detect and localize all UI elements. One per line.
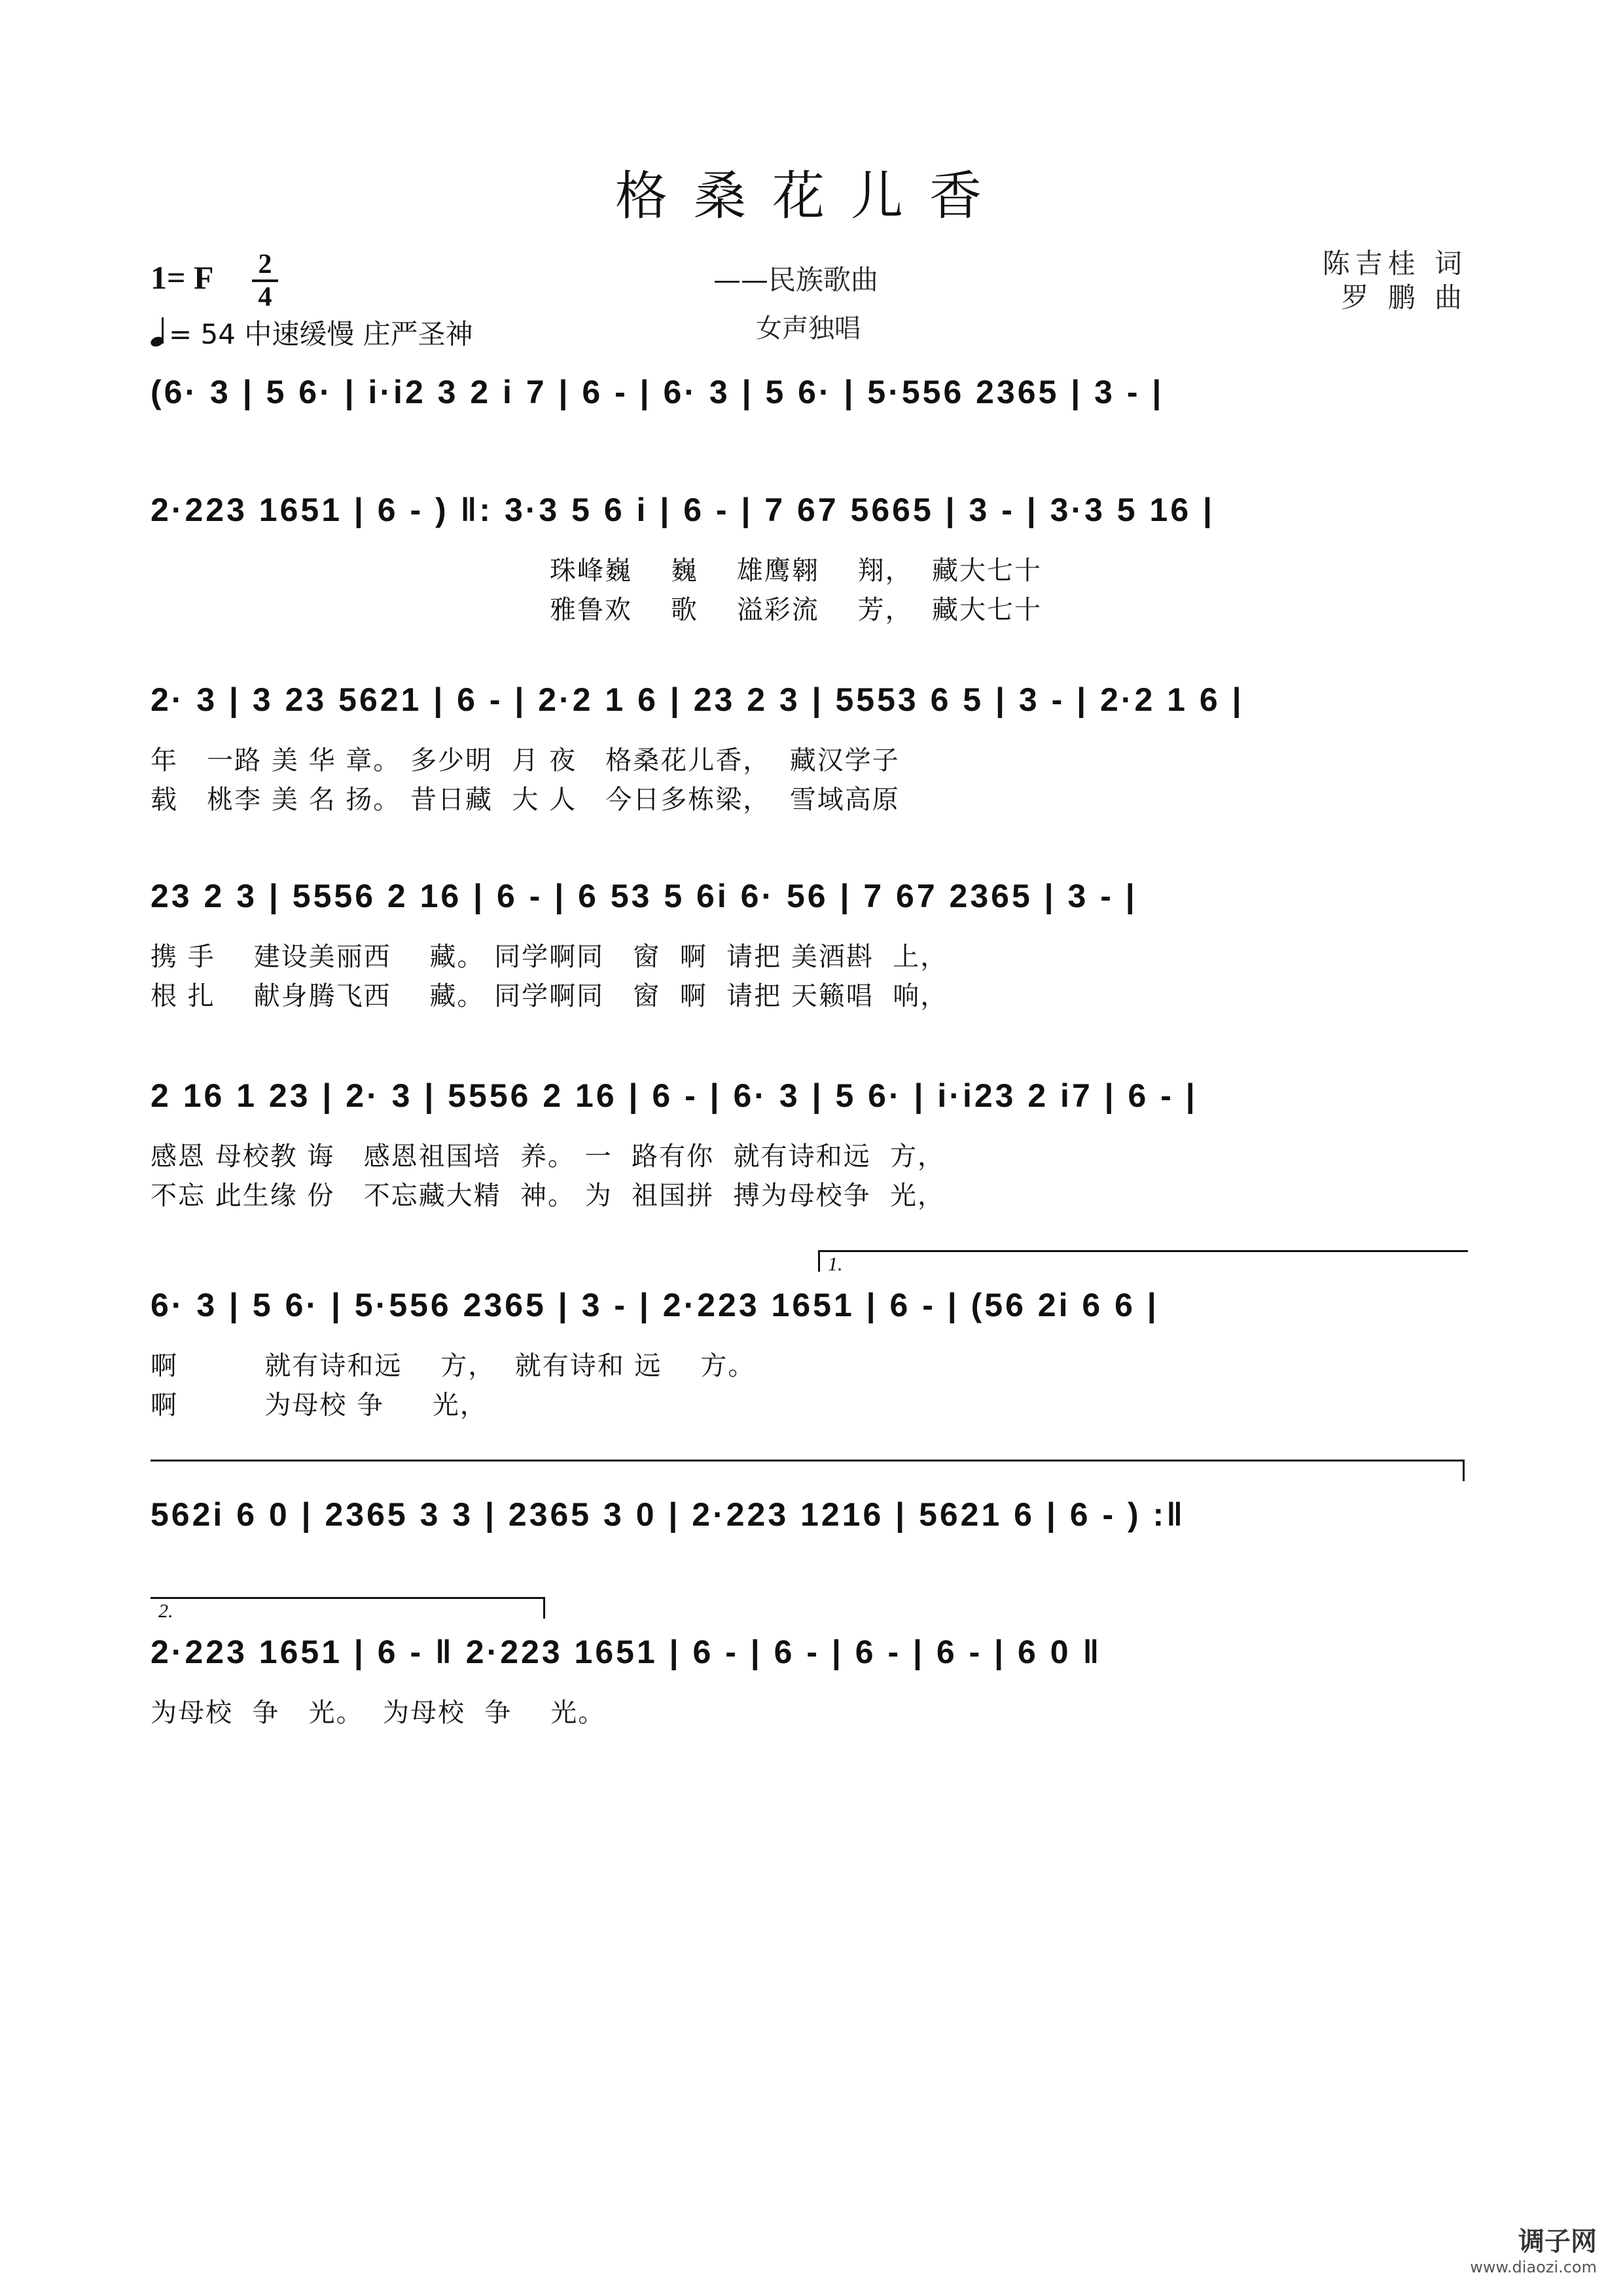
watermark-url: www.diaozi.com [1470,2258,1597,2276]
song-title: 格桑花儿香 [615,166,1008,226]
notation-line: 2· 3 | 3 23 5621 | 6 - | 2·2 1 6 | 23 2 3 | 5553 6 5 | 3 - | 2·2 1 6 | [151,681,1244,718]
notation-line: 23 2 3 | 5556 2 16 | 6 - | 6 53 5 6i 6· 56 | 7 67 2365 | 3 - | [151,878,1137,914]
lyricist-credit: 陈吉桂 词 [1322,247,1467,279]
lyric-verse-2: 啊 为母校 争 光， [151,1390,488,1420]
tempo-text: = 54 中速缓慢 庄严圣神 [169,318,473,350]
lyric-verse-1: 啊 就有诗和远 方， 就有诗和 远 方。 [151,1351,756,1381]
lyric-verse-2: 不忘 此生缘 份 不忘藏大精 神。 为 祖国拼 搏为母校争 光， [151,1181,946,1211]
notation-line: 2 16 1 23 | 2· 3 | 5556 2 16 | 6 - | 6· 3 | 5 6· | i·i23 2 i7 | 6 - | [151,1077,1198,1114]
lyric-verse-1: 感恩 母校教 诲 感恩祖国培 养。 一 路有你 就有诗和远 方， [151,1141,946,1172]
lyric-verse-2: 雅鲁欢 歌 溢彩流 芳， 藏大七十 [550,595,1043,625]
volta-label: 1. [828,1253,843,1275]
lyric-verse-1: 为母校 争 光。 为母校 争 光。 [151,1698,606,1728]
volta-label: 2. [158,1600,173,1622]
volta-bracket-1 [818,1250,1468,1275]
volta-bracket-continuation [151,1460,1465,1481]
lyric-verse-1: 年 一路 美 华 章。 多少明 月 夜 格桑花儿香， 藏汉学子 [151,745,900,776]
site-watermark [1470,2221,1597,2276]
volta-bracket-2 [151,1597,545,1622]
lyric-verse-2: 根 扎 献身腾飞西 藏。 同学啊同 窗 啊 请把 天籁唱 响， [151,981,948,1011]
watermark-name: 调子网 [1518,2227,1597,2257]
notation-line: 562i 6 0 | 2365 3 3 | 2365 3 0 | 2·223 1216 | 5621 6 | 6 - ) :‖ [151,1496,1186,1533]
notation-line: (6· 3 | 5 6· | i·i2 3 2 i 7 | 6 - | 6· 3 | 5 6· | 5·556 2365 | 3 - | [151,374,1164,410]
performer: 女声独唱 [756,314,861,344]
subtitle: ——民族歌曲 [713,264,879,296]
tempo-marking [151,313,473,352]
notation-line: 2·223 1651 | 6 - ) ‖: 3·3 5 6 i | 6 - | 7 67 5665 | 3 - | 3·3 5 16 | [151,492,1215,528]
lyric-verse-1: 携 手 建设美丽西 藏。 同学啊同 窗 啊 请把 美酒斟 上， [151,942,948,972]
quarter-note-icon [151,321,165,348]
time-signature-bottom: 4 [258,282,272,312]
notation-line: 6· 3 | 5 6· | 5·556 2365 | 3 - | 2·223 1651 | 6 - | (56 2i 6 6 | [151,1287,1159,1323]
time-signature-top: 2 [258,249,272,279]
key-signature: 1= F [151,259,214,296]
lyric-verse-2: 载 桃李 美 名 扬。 昔日藏 大 人 今日多栋梁， 雪域高原 [151,785,900,815]
composer-credit: 罗 鹏 曲 [1341,281,1467,314]
notation-line: 2·223 1651 | 6 - ‖ 2·223 1651 | 6 - | 6 - | 6 - | 6 - | 6 0 ‖ [151,1634,1102,1670]
time-signature [252,251,278,311]
lyric-verse-1: 珠峰巍 巍 雄鹰翱 翔， 藏大七十 [550,556,1043,586]
